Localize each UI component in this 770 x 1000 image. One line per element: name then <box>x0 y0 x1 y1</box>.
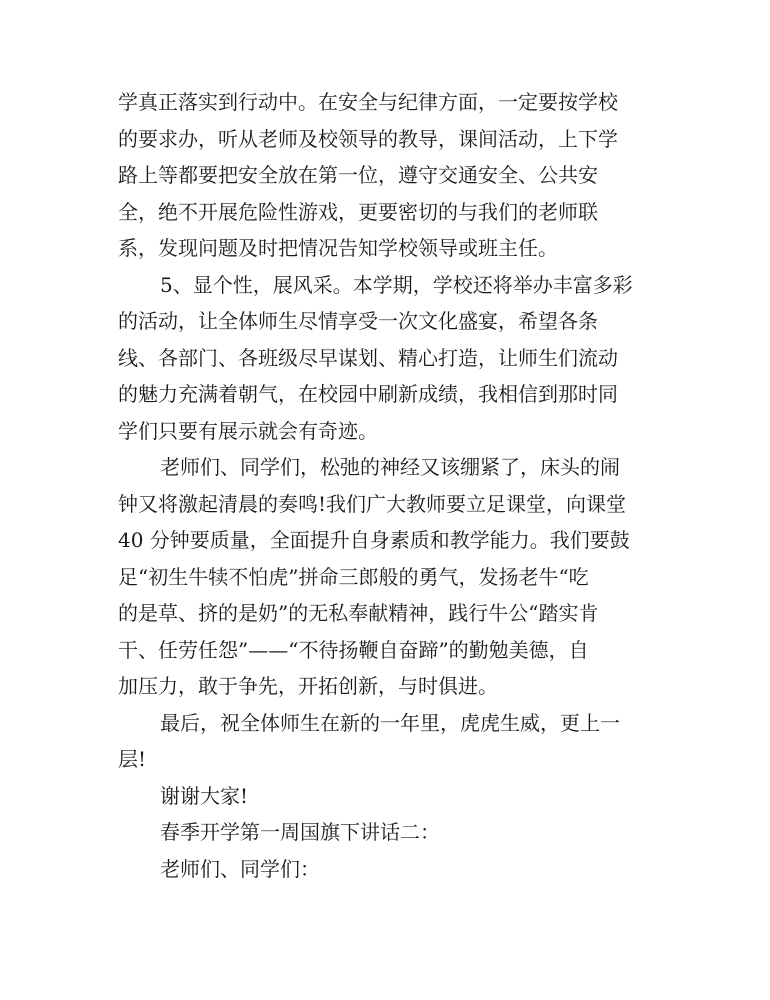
text-line: 的活动，让全体师生尽情享受一次文化盛宴，希望各条 <box>118 309 598 333</box>
text-line: 40 分钟要质量，全面提升自身素质和教学能力。我们要鼓 <box>118 528 630 552</box>
text-line: 钟又将激起清晨的奏鸣!我们广大教师要立足课堂，向课堂 <box>118 491 627 516</box>
text-line: 的是草、挤的是奶”的无私奉献精神，践行牛公“踏实肯 <box>118 601 599 625</box>
body-text <box>118 84 648 887</box>
text-line: 的要求办，听从老师及校领导的教导，课间活动，上下学 <box>118 126 618 151</box>
text-line: 线、各部门、各班级尽早谋划、精心打造，让师生们流动 <box>118 345 618 370</box>
text-line: 全，绝不开展危险性游戏，更要密切的与我们的老师联 <box>118 199 598 224</box>
text-line: 加压力，敢于争先，开拓创新，与时俱进。 <box>118 674 498 698</box>
paragraph-start-line: 5、显个性，展风采。本学期，学校还将举办丰富多彩 <box>160 272 633 297</box>
paragraph-start-line: 最后，祝全体师生在新的一年里，虎虎生威，更上一 <box>160 710 620 735</box>
paragraph-start-line: 老师们、同学们，松弛的神经又该绷紧了，床头的闹 <box>160 455 620 479</box>
paragraph-start-line: 春季开学第一周国旗下讲话二： <box>160 820 440 844</box>
paragraph-start-line: 谢谢大家! <box>160 783 249 808</box>
text-line: 层! <box>118 747 147 771</box>
text-line: 学们只要有展示就会有奇迹。 <box>118 418 378 443</box>
paragraph-start-line: 老师们、同学们： <box>160 856 320 881</box>
text-line: 系，发现问题及时把情况告知学校领导或班主任。 <box>118 236 558 260</box>
text-line: 的魅力充满着朝气，在校园中刷新成绩，我相信到那时同 <box>118 382 618 406</box>
text-line: 路上等都要把安全放在第一位，遵守交通安全、公共安 <box>118 163 598 187</box>
text-line: 学真正落实到行动中。在安全与纪律方面，一定要按学校 <box>118 90 618 114</box>
text-line: 足“初生牛犊不怕虎”拼命三郎般的勇气，发扬老牛“吃 <box>118 564 589 589</box>
text-line: 干、任劳任怨”——“不待扬鞭自奋蹄”的勤勉美德，自 <box>118 637 589 662</box>
